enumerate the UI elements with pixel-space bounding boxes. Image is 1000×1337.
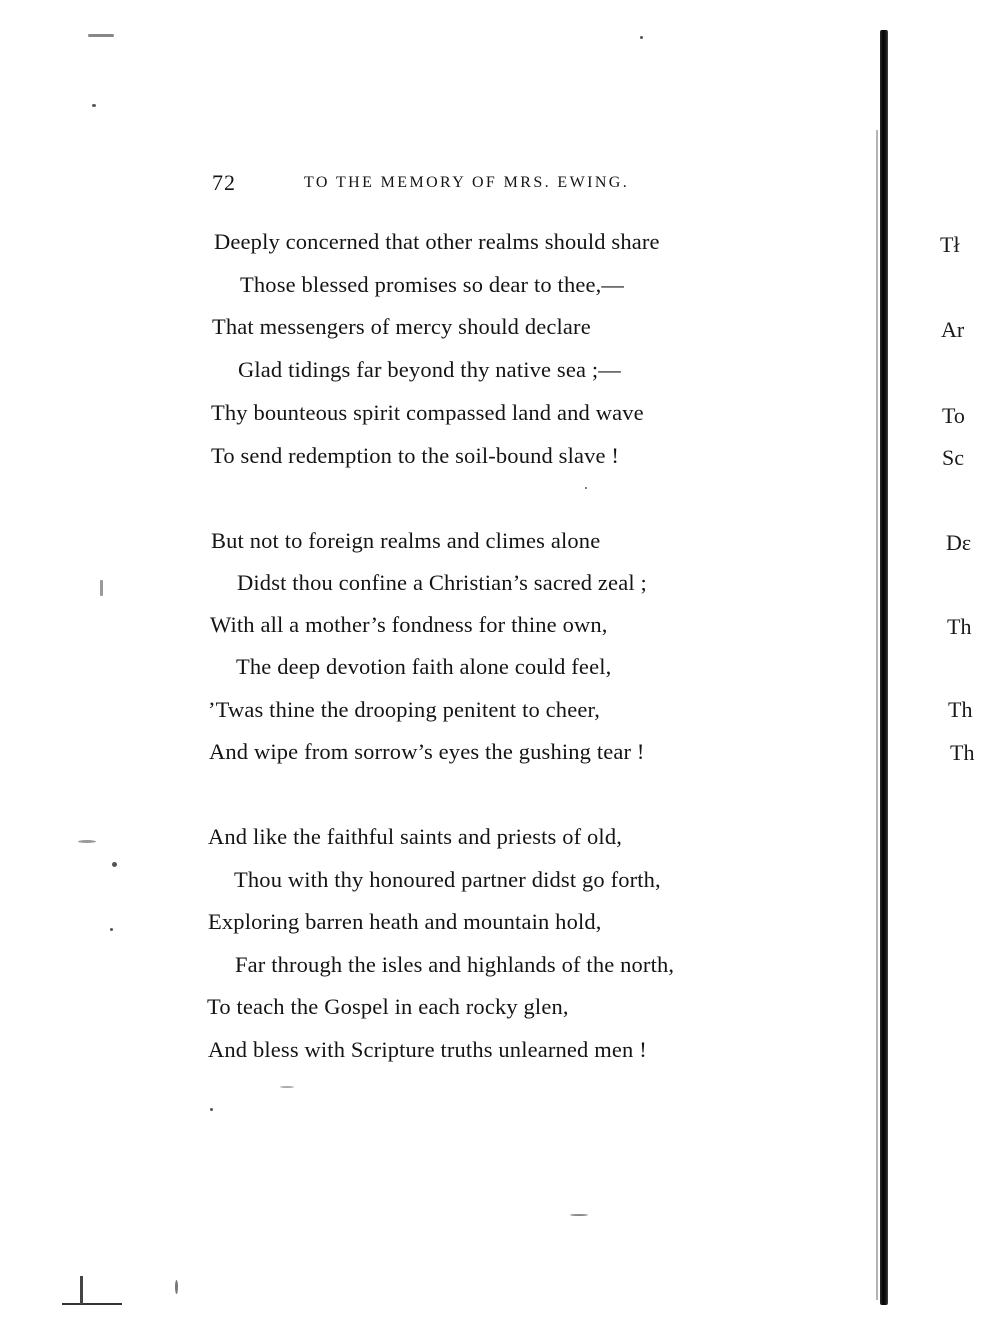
poem-line: Thy bounteous spirit compassed land and wave: [211, 400, 644, 425]
poem-line: And wipe from sorrow’s eyes the gushing tear !: [209, 739, 645, 764]
poem-line: And bless with Scripture truths unlearned men !: [208, 1037, 647, 1062]
facing-fragment: Th: [948, 697, 973, 722]
running-header: [212, 170, 772, 200]
poem-line: ’Twas thine the drooping penitent to cheer,: [208, 697, 600, 722]
poem-line: And like the faithful saints and priests of old,: [208, 824, 623, 849]
facing-fragment: Tł: [940, 232, 960, 257]
page-number: 72: [212, 170, 236, 195]
poem-line: But not to foreign realms and climes alone: [211, 528, 601, 553]
poem-line: The deep devotion faith alone could feel,: [236, 654, 612, 679]
book-spine: [880, 30, 888, 1305]
facing-fragment: Th: [950, 740, 975, 765]
poem-line: Glad tidings far beyond thy native sea ;—: [238, 357, 621, 382]
poem-line: To teach the Gospel in each rocky glen,: [207, 994, 569, 1019]
facing-fragment: Dε: [946, 530, 972, 555]
poem-line: Deeply concerned that other realms should share: [214, 229, 660, 254]
running-title: TO THE MEMORY OF MRS. EWING.: [304, 174, 630, 191]
poem-line: Those blessed promises so dear to thee,—: [240, 272, 625, 297]
poem-line: To send redemption to the soil-bound slave !: [211, 443, 620, 468]
poem-line: Didst thou confine a Christian’s sacred zeal ;: [237, 570, 647, 595]
facing-fragment: Th: [947, 614, 972, 639]
facing-fragment: To: [942, 403, 965, 428]
poem-line: Far through the isles and highlands of the north,: [235, 952, 675, 977]
facing-fragment: Ar: [941, 317, 965, 342]
facing-fragment: Sc: [942, 445, 964, 470]
gutter-shadow: [876, 130, 878, 1300]
poem-line: Exploring barren heath and mountain hold,: [208, 909, 602, 934]
poem-line: Thou with thy honoured partner didst go forth,: [234, 867, 661, 892]
poem-line: With all a mother’s fondness for thine own,: [210, 612, 608, 637]
poem-line: That messengers of mercy should declare: [212, 314, 591, 339]
